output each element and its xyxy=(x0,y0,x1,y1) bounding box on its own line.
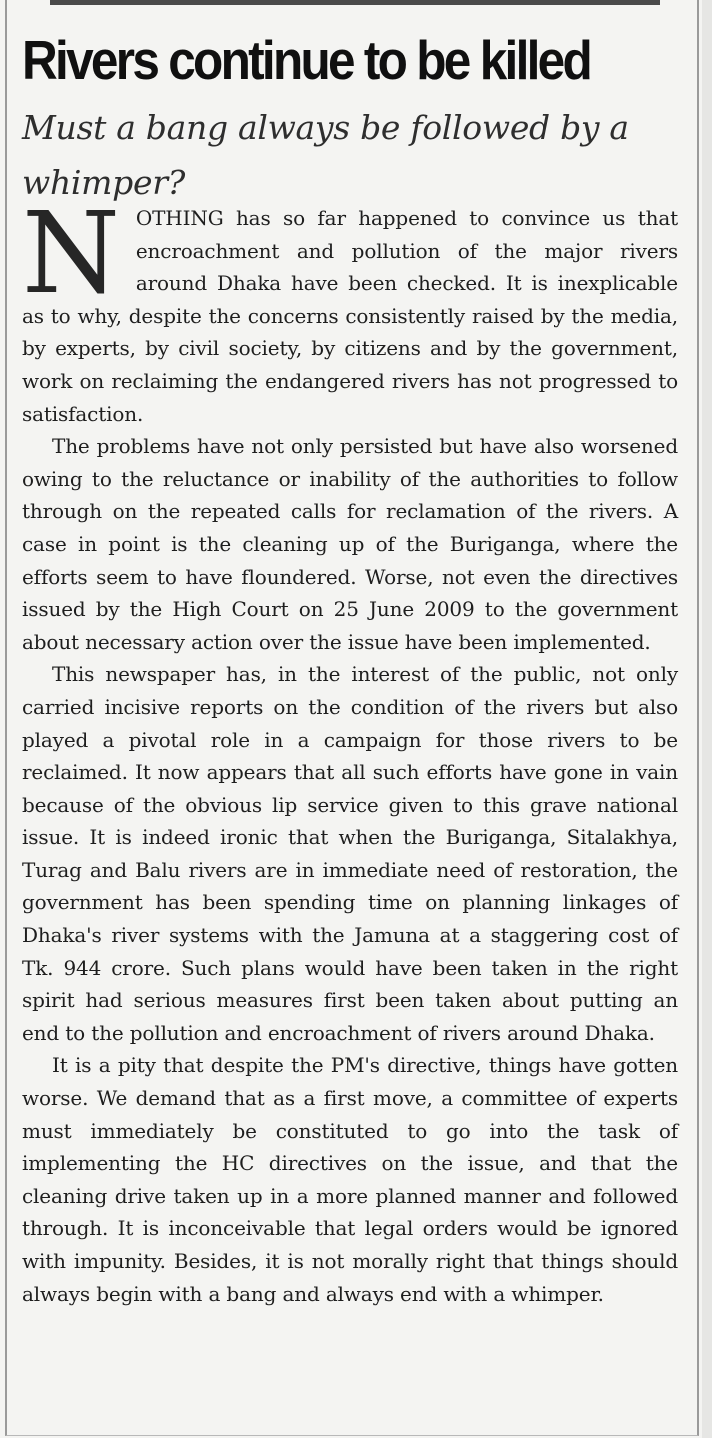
headline: Rivers continue to be killed xyxy=(22,29,591,91)
subheadline: Must a bang always be followed by a whimper? xyxy=(22,108,629,202)
drop-cap: N xyxy=(22,189,120,319)
paragraph-4: It is a pity that despite the PM's directive, things have gotten worse. We demand that as a first move, a committee of experts must immediately be constituted to go into the task of implementing the HC directives on the issue, and that the cleaning drive taken up in a more planned manner and followed through. It is inconceivable that legal orders would be ignored with impunity. Besides, it is not morally right that things should always begin with a bang and always end with a whimper. xyxy=(22,1053,678,1306)
page-edge xyxy=(702,0,712,1438)
paragraph-2: The problems have not only persisted but have also worsened owing to the reluctance or inability of the authorities to follow through on the repeated calls for reclamation of the rivers. A case in point is the cleaning up of the Buriganga, where the efforts seem to have floundered. Worse, not even the directives issued by the High Court on 25 June 2009 to the government about necessary action over the issue have been implemented. xyxy=(22,434,678,654)
top-rule xyxy=(50,0,660,5)
paragraph-1-text: OTHING has so far happened to convince us that encroachment and pollution of the major rivers around Dhaka have been checked. It is inexplicable as to why, despite the concerns consistently raised by the media, by experts, by civil society, by citizens and by the government, work on reclaiming the endangered rivers has not progressed to satisfaction. xyxy=(22,206,678,426)
paragraph-1 xyxy=(22,189,678,430)
article-body xyxy=(22,189,678,1310)
paragraph-3: This newspaper has, in the interest of the public, not only carried incisive reports on the condition of the rivers but also played a pivotal role in a campaign for those rivers to be reclaimed. It now appears that all such efforts have gone in vain because of the obvious lip service given to this grave national issue. It is indeed ironic that when the Buriganga, Sitalakhya, Turag and Balu rivers are in immediate need of restoration, the government has been spending time on planning linkages of Dhaka's river systems with the Jamuna at a staggering cost of Tk. 944 crore. Such plans would have been taken in the right spirit had serious measures first been taken about putting an end to the pollution and encroachment of rivers around Dhaka. xyxy=(22,662,678,1045)
